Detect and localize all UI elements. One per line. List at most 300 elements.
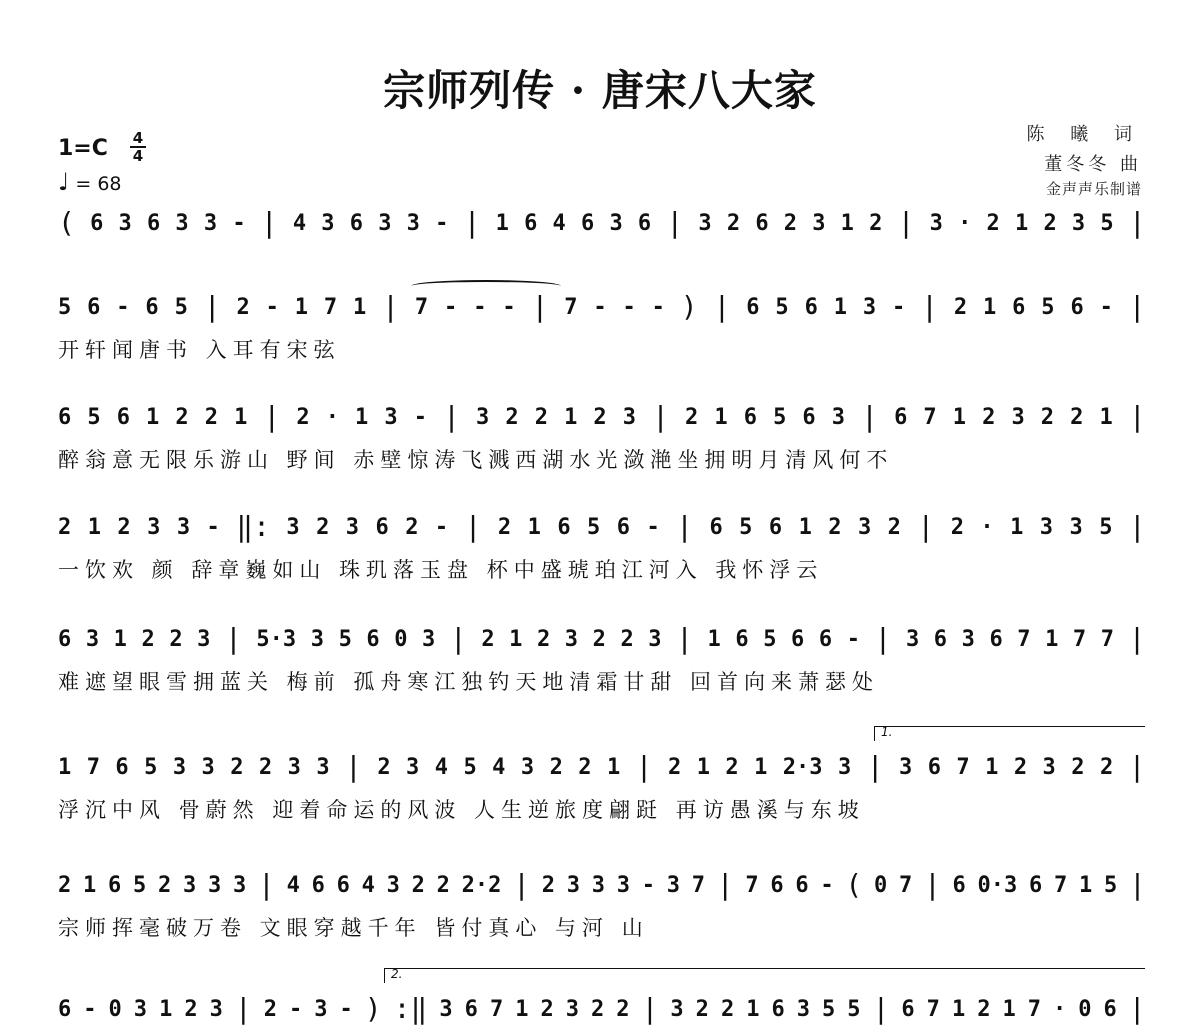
- note: ·: [958, 210, 972, 236]
- note: 7: [923, 404, 937, 430]
- note: 0: [108, 996, 122, 1022]
- note: 3: [520, 754, 535, 780]
- bar-line: |: [676, 510, 693, 543]
- note: 2: [230, 754, 244, 780]
- note: 2: [541, 872, 555, 898]
- lyric-line: 宗师挥毫破万卷 文眼穿越千年 皆付真心 与河 山: [58, 916, 649, 940]
- bar-line: |: [449, 622, 467, 655]
- score-title: 宗师列传 · 唐宋八大家: [383, 66, 817, 115]
- note: 3: [321, 210, 335, 236]
- note: 1: [564, 404, 578, 430]
- note: 2: [436, 872, 450, 898]
- note: 2: [58, 514, 72, 540]
- note: 6: [1103, 996, 1117, 1022]
- note: 2: [263, 996, 277, 1022]
- note: 1: [1002, 996, 1016, 1022]
- note: -: [83, 996, 97, 1022]
- lyricist-credit: 陈 曦 词: [1026, 124, 1142, 145]
- note: -: [435, 210, 449, 236]
- note: 3: [961, 626, 975, 652]
- bar-line: ‖:: [236, 510, 270, 543]
- note: 7: [956, 754, 970, 780]
- note: 2: [977, 996, 991, 1022]
- bar-line: :‖: [393, 992, 428, 1025]
- key-signature: 1=C: [58, 136, 108, 161]
- note: 1: [83, 872, 97, 898]
- note: 2: [497, 514, 512, 540]
- bar-line: |: [1128, 992, 1146, 1025]
- note: 1: [234, 404, 248, 430]
- note: 3: [1039, 514, 1054, 540]
- note: 2: [1099, 754, 1114, 780]
- note: 3: [201, 754, 215, 780]
- note: 3: [118, 210, 132, 236]
- note: 6: [637, 210, 652, 236]
- bar-line: |: [260, 206, 278, 239]
- note: 2: [1040, 404, 1055, 430]
- note: 1: [58, 754, 72, 780]
- note: 7: [926, 996, 940, 1022]
- tie-arc: [411, 280, 561, 292]
- note: 2: [296, 404, 310, 430]
- note: 2: [591, 996, 605, 1022]
- bar-line: |: [258, 868, 275, 901]
- note: 3: [183, 872, 197, 898]
- note: 5: [773, 404, 787, 430]
- note: 5: [463, 754, 477, 780]
- note: 3: [314, 996, 328, 1022]
- bar-line: |: [923, 868, 941, 901]
- note: 6: [311, 872, 325, 898]
- note: 2: [783, 210, 798, 236]
- note: 6: [771, 996, 785, 1022]
- note: 5: [775, 294, 789, 320]
- note: 2: [869, 210, 883, 236]
- note: 1: [353, 294, 367, 320]
- note: 2: [592, 626, 606, 652]
- bar-line: |: [1128, 400, 1146, 433]
- tempo-value: = 68: [75, 173, 122, 195]
- note: 5: [1104, 872, 1118, 898]
- note: 2: [725, 754, 739, 780]
- note: 4: [361, 872, 375, 898]
- note: 4: [286, 872, 300, 898]
- note: 6: [108, 872, 122, 898]
- note: 3: [233, 872, 247, 898]
- meter-top: 4: [132, 129, 144, 147]
- note: 2: [158, 872, 172, 898]
- lyric-line: 难遮望眼雪拥蓝关 梅前 孤舟寒江独钓天地清霜甘甜 回首向来萧瑟处: [58, 670, 880, 694]
- note: 5: [763, 626, 777, 652]
- note: 1: [527, 514, 541, 540]
- note: 6: [90, 210, 104, 236]
- note: 5: [587, 514, 601, 540]
- note: 6: [557, 514, 571, 540]
- note: 3: [345, 514, 360, 540]
- note: 2: [950, 514, 964, 540]
- note: 2: [685, 404, 699, 430]
- note: 6: [818, 626, 833, 652]
- note-line: [58, 400, 1146, 434]
- bar-line: |: [203, 290, 221, 323]
- note: 5: [847, 996, 861, 1022]
- composer-credit: 董冬冬 曲: [1044, 154, 1142, 175]
- bar-line: |: [676, 622, 693, 655]
- note: 5: [1041, 294, 1055, 320]
- note: 6: [1029, 872, 1043, 898]
- note: 6: [768, 514, 783, 540]
- note: -: [622, 294, 636, 320]
- note: 1: [951, 996, 966, 1022]
- note: -: [651, 294, 665, 320]
- note: 2: [1070, 404, 1084, 430]
- note: 1: [798, 514, 812, 540]
- note: 5·3: [256, 626, 297, 652]
- note: 6: [616, 514, 630, 540]
- bar-line: |: [464, 510, 482, 543]
- bar-line: |: [1129, 868, 1146, 901]
- note: 6: [580, 210, 595, 236]
- note: 7: [323, 294, 338, 320]
- bar-line: |: [1128, 206, 1146, 239]
- note: 6: [901, 996, 915, 1022]
- note: 6: [755, 210, 769, 236]
- note: 3: [203, 210, 218, 236]
- bar-line: |: [531, 290, 549, 323]
- bar-line: |: [861, 400, 878, 433]
- note: 2: [169, 626, 183, 652]
- note: 3: [899, 754, 913, 780]
- note: 2: [534, 404, 548, 430]
- bar-line: |: [263, 400, 281, 433]
- note: 5: [739, 514, 753, 540]
- note: 2: [549, 754, 563, 780]
- note: -: [289, 996, 303, 1022]
- note: -: [116, 294, 130, 320]
- bar-line: |: [641, 992, 659, 1025]
- note: 4: [552, 210, 566, 236]
- bar-line: |: [382, 290, 400, 323]
- note: 2: [141, 626, 155, 652]
- bar-line: |: [443, 400, 460, 433]
- note: 6: [115, 754, 129, 780]
- note: -: [593, 294, 607, 320]
- note: 3: [622, 404, 636, 430]
- note: -: [206, 514, 220, 540]
- bar-line: |: [872, 992, 890, 1025]
- note: 5: [58, 294, 72, 320]
- note: 7: [414, 294, 429, 320]
- note: 7: [898, 872, 913, 898]
- note: 6: [524, 210, 538, 236]
- note: 3: [406, 754, 420, 780]
- bar-line: ): [364, 992, 382, 1025]
- note-line: [58, 510, 1146, 544]
- note: 3: [406, 210, 420, 236]
- note: 3: [476, 404, 490, 430]
- note: 6: [116, 404, 130, 430]
- note: 5: [822, 996, 836, 1022]
- bar-line: |: [1128, 622, 1146, 655]
- note: 3: [905, 626, 920, 652]
- note: 1: [1045, 626, 1059, 652]
- note: 3: [287, 754, 301, 780]
- note: 7: [1017, 626, 1031, 652]
- note: 3: [316, 754, 330, 780]
- note: 5: [1099, 514, 1113, 540]
- note: -: [473, 294, 487, 320]
- note: 3: [831, 404, 846, 430]
- bar-line: |: [1128, 510, 1146, 543]
- note: 4: [292, 210, 307, 236]
- note: 6: [145, 294, 159, 320]
- note: -: [444, 294, 458, 320]
- note: 3: [648, 626, 662, 652]
- note: -: [502, 294, 516, 320]
- note: 1: [707, 626, 721, 652]
- note: 2: [953, 294, 968, 320]
- note: 6: [366, 626, 380, 652]
- bar-line: |: [224, 622, 242, 655]
- note: 3: [386, 872, 400, 898]
- note: 7: [745, 872, 759, 898]
- note: 7: [1027, 996, 1041, 1022]
- note: 2: [1013, 754, 1028, 780]
- note: 7: [1054, 872, 1068, 898]
- volta-label: 1.: [881, 725, 893, 739]
- note: 3: [286, 514, 300, 540]
- note: -: [232, 210, 246, 236]
- note: 6: [804, 294, 818, 320]
- note: 1: [113, 626, 127, 652]
- lyric-line: 开轩闻唐书 入耳有宋弦: [58, 338, 341, 362]
- note: 6: [58, 626, 72, 652]
- bar-line: |: [666, 206, 684, 239]
- note: 1: [983, 294, 997, 320]
- note: 2: [405, 514, 419, 540]
- note: ·: [1053, 996, 1067, 1022]
- note: 6: [1070, 294, 1084, 320]
- note: 1: [294, 294, 308, 320]
- quarter-note-icon: ♩: [58, 168, 70, 196]
- note: 7: [691, 872, 705, 898]
- note: 3: [175, 210, 189, 236]
- note: 6: [58, 996, 72, 1022]
- note: 1: [146, 404, 160, 430]
- note: 1: [840, 210, 854, 236]
- note: 2: [1043, 210, 1057, 236]
- note: 2: [540, 996, 554, 1022]
- note: 1: [1015, 210, 1029, 236]
- note: 2: [616, 996, 630, 1022]
- note: 1: [746, 996, 760, 1022]
- note: 2: [536, 626, 551, 652]
- bar-line: |: [513, 868, 530, 901]
- bar-line: |: [1128, 290, 1146, 323]
- note: 6: [58, 404, 72, 430]
- bar-line: |: [874, 622, 892, 655]
- note: 6: [87, 294, 101, 320]
- note: 6: [709, 514, 723, 540]
- note: 3: [564, 626, 579, 652]
- note: 6: [795, 872, 809, 898]
- note: 3: [796, 996, 810, 1022]
- note: -: [339, 996, 353, 1022]
- note: -: [434, 514, 449, 540]
- note: -: [1099, 294, 1113, 320]
- note: 1: [1099, 404, 1113, 430]
- note: 5: [133, 872, 147, 898]
- note: 6: [375, 514, 389, 540]
- note: 0: [1078, 996, 1092, 1022]
- note: 2: [887, 514, 901, 540]
- note: 3: [439, 996, 453, 1022]
- note: 1: [159, 996, 173, 1022]
- note: 2: [720, 996, 735, 1022]
- note: 6: [336, 872, 350, 898]
- note: 6: [989, 626, 1003, 652]
- note: 3: [698, 210, 712, 236]
- tempo-mark: [58, 168, 122, 196]
- bar-line: |: [713, 290, 731, 323]
- note: 6: [927, 754, 941, 780]
- note: 2: [316, 514, 330, 540]
- note: 2: [593, 404, 607, 430]
- note: 1: [1079, 872, 1093, 898]
- note: -: [646, 514, 660, 540]
- note: 2: [175, 404, 189, 430]
- note: 3: [591, 872, 605, 898]
- note: 2: [58, 872, 72, 898]
- bar-line: ): [680, 290, 698, 323]
- lyric-line: 一饮欢 颜 辞章巍如山 珠玑落玉盘 杯中盛琥珀江河入 我怀浮云: [58, 558, 824, 582]
- note: 3: [310, 626, 324, 652]
- bar-line: |: [345, 750, 362, 783]
- bar-line: |: [1128, 750, 1146, 783]
- note: 6: [464, 996, 478, 1022]
- note: 1: [515, 996, 529, 1022]
- note: 6: [952, 872, 966, 898]
- note: 3: [857, 514, 872, 540]
- lyric-line: 醉翁意无限乐游山 野间 赤壁惊涛飞溅西湖水光潋滟坐拥明月清风何不: [58, 448, 894, 472]
- note-line: [58, 622, 1146, 656]
- note: 2: [982, 404, 996, 430]
- note: -: [265, 294, 279, 320]
- note: 3: [566, 872, 580, 898]
- volta-label: 2.: [391, 967, 403, 981]
- note: 6: [743, 404, 757, 430]
- note: 3: [197, 626, 211, 652]
- note: 3: [378, 210, 392, 236]
- note: 1: [714, 404, 728, 430]
- note: 2: [726, 210, 741, 236]
- note: 2: [828, 514, 842, 540]
- volta-bracket: [874, 726, 1145, 741]
- note: 3: [85, 626, 100, 652]
- note: 5: [174, 294, 188, 320]
- note: 5: [338, 626, 352, 652]
- note: 3: [1011, 404, 1025, 430]
- note: 6: [791, 626, 805, 652]
- note: 3: [1042, 754, 1056, 780]
- note: 6: [894, 404, 908, 430]
- note: 2·3: [782, 754, 823, 780]
- note-line: [58, 750, 1146, 784]
- note: 4: [434, 754, 448, 780]
- bar-line: |: [716, 868, 734, 901]
- note: 2: [377, 754, 391, 780]
- note: 3: [172, 754, 187, 780]
- note: 1: [355, 404, 369, 430]
- engraver-credit: 金声声乐制谱: [1045, 180, 1142, 198]
- note: 2: [695, 996, 709, 1022]
- note: 3: [1071, 210, 1086, 236]
- note: 3: [565, 996, 579, 1022]
- note: 2: [184, 996, 198, 1022]
- bar-line: |: [652, 400, 669, 433]
- note: 3: [812, 210, 826, 236]
- note: 2: [578, 754, 592, 780]
- bar-line: |: [866, 750, 884, 783]
- note: -: [820, 872, 834, 898]
- note: 7: [86, 754, 100, 780]
- note: 2: [986, 210, 1000, 236]
- note: 2: [1071, 754, 1085, 780]
- note: -: [413, 404, 427, 430]
- note: 0: [394, 626, 408, 652]
- note: 6: [146, 210, 161, 236]
- note: 6: [746, 294, 760, 320]
- note: 2: [258, 754, 273, 780]
- note: 2: [505, 404, 519, 430]
- note: -: [846, 626, 860, 652]
- note: 3: [422, 626, 436, 652]
- note: 7: [1072, 626, 1087, 652]
- note: 3: [609, 210, 623, 236]
- note: 6: [735, 626, 749, 652]
- note-line: [58, 868, 1146, 902]
- note: 3: [209, 996, 223, 1022]
- note: 3: [133, 996, 148, 1022]
- note: 3: [384, 404, 398, 430]
- bar-line: (: [845, 868, 863, 901]
- note: 1: [952, 404, 966, 430]
- bar-line: |: [897, 206, 915, 239]
- note: 1: [1010, 514, 1024, 540]
- note: 1: [833, 294, 847, 320]
- note: -: [641, 872, 655, 898]
- note: ·: [325, 404, 339, 430]
- note: 3: [838, 754, 852, 780]
- note: 3: [670, 996, 684, 1022]
- note: 3: [616, 872, 630, 898]
- bar-line: |: [635, 750, 653, 783]
- note: 1: [754, 754, 768, 780]
- note: 7: [564, 294, 578, 320]
- note: 6: [933, 626, 948, 652]
- note: 7: [1100, 626, 1114, 652]
- note: 2: [667, 754, 682, 780]
- note-line: [58, 290, 1146, 324]
- note: 3: [862, 294, 877, 320]
- note: 0·3: [977, 872, 1018, 898]
- note: -: [891, 294, 906, 320]
- note: 1: [495, 210, 509, 236]
- bar-line: |: [234, 992, 252, 1025]
- note: 4: [492, 754, 506, 780]
- note: 3: [147, 514, 161, 540]
- note: 2: [411, 872, 425, 898]
